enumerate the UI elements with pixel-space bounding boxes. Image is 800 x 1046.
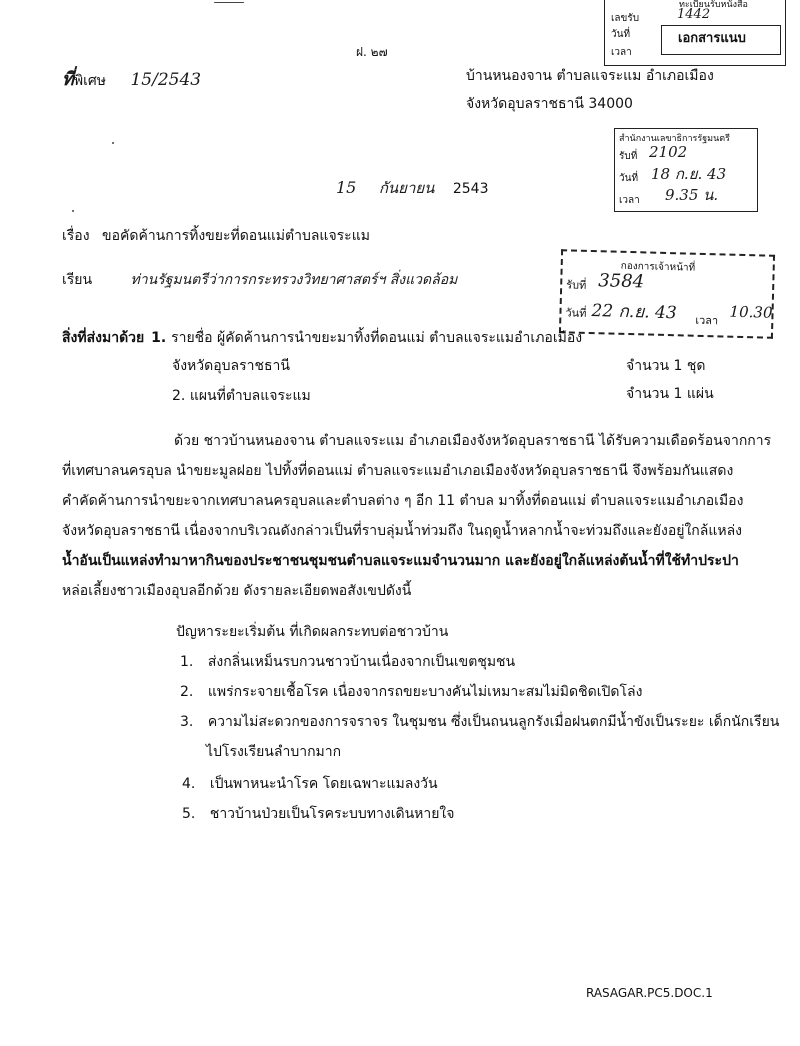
enclosure-item-1 [62,328,582,348]
body-line-2: ที่เทศบาลนครอุบล นำขยะมูลฝอย ไปทิ้งที่ดอนแม่ ตำบลแจระแมอำเภอเมืองจังหวัดอุบลราชธานี จึงพร้อมกันแสดง [62,463,734,479]
problem-3-text: ความไม่สะดวกของการจราจร ในชุมชน ซึ่งเป็นถนนลูกรังเมื่อฝนตกมีน้ำขังเป็นระยะ เด็กนักเรียน [207,714,780,730]
addressee-label: เรียน [62,272,93,288]
enclosure-1-text: รายชื่อ ผู้คัดค้านการนำขยะมาทิ้งที่ดอนแม่ ตำบลแจระแมอำเภอเมือง [171,330,583,346]
date-month: กันยายน [378,179,435,197]
receiving-date-label: วันที่ [619,173,639,184]
enclosure-1-qty: จำนวน 1 ชุด [626,358,706,374]
subject-line [62,226,370,246]
receiving-number: 2102 [649,143,688,161]
problem-item-3 [180,712,779,732]
doc-reference [62,64,201,93]
ministry-time-label: เวลา [695,313,719,328]
enclosure-1-num: 1. [151,330,167,346]
body-line-3: คำคัดค้านการนำขยะจากเทศบาลนครอุบลและตำบลต่าง ๆ อีก 11 ตำบล มาทิ้งที่ดอนแม่ ตำบลแจระแมอำเภอเมือง [62,493,744,509]
address-line-1: บ้านหนองจาน ตำบลแจระแม อำเภอเมือง [466,68,714,84]
body-line-6: หล่อเลี้ยงชาวเมืองอุบลอีกด้วย ดังรายละเอียดพอสังเขปดังนี้ [62,583,412,599]
subject-text: ขอคัดค้านการทิ้งขยะที่ดอนแม่ตำบลแจระแม [102,228,370,244]
receiving-number-label: รับที่ [619,151,638,162]
receipt-stamp-top [604,0,786,66]
ministry-time: 10.30 [729,302,773,322]
ministry-stamp [559,249,775,339]
doc-ref-number: 15/2543 [130,70,202,90]
receiving-time: 9.35 น. [665,186,719,204]
problem-1-text: ส่งกลิ่นเหม็นรบกวนชาวบ้านเนื่องจากเป็นเขตชุมชน [207,654,516,670]
problems-heading: ปัญหาระยะเริ่มต้น ที่เกิดผลกระทบต่อชาวบ้าน [176,624,449,640]
enclosure-2-qty: จำนวน 1 แผ่น [626,386,714,402]
problem-2-text: แพร่กระจายเชื้อโรค เนื่องจากรถขยะบางคันไม่เหมาะสมไม่มิดชิดเปิดโล่ง [207,684,643,700]
body-line-5: น้ำอันเป็นแหล่งทำมาหากินของประชาชนชุมชนตำบลแจระแมจำนวนมาก และยังอยู่ใกล้แหล่งต้นน้ำที่ใช้ทำประปา [62,553,739,569]
problem-item-5 [182,804,454,824]
doc-ref-prefix: ที่ [62,69,74,90]
enclosure-item-2 [172,386,311,406]
stamp-date-label: วันที่ [611,29,631,40]
stamp-number-label: เลขรับ [611,13,640,24]
problem-5-num: 5. [182,806,196,822]
ministry-date-label: วันที่ [565,306,587,320]
ministry-date: 22 ก.ย. 43 [591,301,677,324]
addressee-text: ท่านรัฐมนตรีว่าการกระทรวงวิทยาศาสตร์ฯ สิ่งแวดล้อม [130,272,458,288]
stamp-time-label: เวลา [611,47,632,58]
problem-4-num: 4. [182,776,196,792]
enclosure-1-cont: จังหวัดอุบลราชธานี [172,358,290,374]
addressee-line [62,270,457,290]
ministry-number: 3584 [598,270,645,293]
date-year: 2543 [452,181,489,197]
scan-speck [214,2,244,3]
body-line-4: จังหวัดอุบลราชธานี เนื่องจากบริเวณดังกล่าวเป็นที่ราบลุ่มน้ำท่วมถึง ในฤดูน้ำหลากน้ำจะท่วมถึงและยังอยู่ใกล้แหล่ง [62,523,743,539]
problem-1-num: 1. [180,654,194,670]
stamp-title: ทะเบียนรับหนังสือ [679,0,748,10]
receiving-date: 18 ก.ย. 43 [651,165,727,183]
problem-3-cont: ไปโรงเรียนลำบากมาก [206,744,342,760]
subject-label: เรื่อง [62,228,90,244]
receiving-stamp [614,128,758,212]
body-paragraph [62,426,784,606]
problem-item-4 [182,774,438,794]
enclosures-label: สิ่งที่ส่งมาด้วย [62,330,145,346]
problem-2-num: 2. [180,684,194,700]
problem-item-2 [180,682,642,702]
scan-speck [72,210,74,212]
stamp-number: 1442 [677,7,711,22]
attachment-box [661,25,781,55]
enclosure-2-text: แผนที่ตำบลแจระแม [189,388,311,404]
date-day: 15 [336,178,357,197]
doc-ref-text: พิเศษ [73,73,107,89]
file-code: RASAGAR.PC5.DOC.1 [586,986,713,1000]
enclosure-2-num: 2. [172,388,186,404]
problem-5-text: ชาวบ้านป่วยเป็นโรคระบบทางเดินหายใจ [209,806,455,822]
receiving-office: สำนักงานเลขาธิการรัฐมนตรี [619,134,730,144]
ministry-number-label: รับที่ [566,278,587,292]
problem-3-num: 3. [180,714,194,730]
body-line-1: ด้วย ชาวบ้านหนองจาน ตำบลแจระแม อำเภอเมืองจังหวัดอุบลราชธานี ได้รับความเดือดร้อนจากการ [174,433,772,449]
page-code: ฝ. ๒๗ [356,45,388,59]
scan-speck [112,142,114,144]
receiving-time-label: เวลา [619,195,640,206]
address-line-2: จังหวัดอุบลราชธานี 34000 [466,96,633,112]
ministry-office: กองการเจ้าหน้าที่ [620,260,696,274]
problem-item-1 [180,652,515,672]
letter-date [336,176,489,200]
attachment-label: เอกสารแนบ [678,31,746,46]
problem-4-text: เป็นพาหนะนำโรค โดยเฉพาะแมลงวัน [209,776,438,792]
